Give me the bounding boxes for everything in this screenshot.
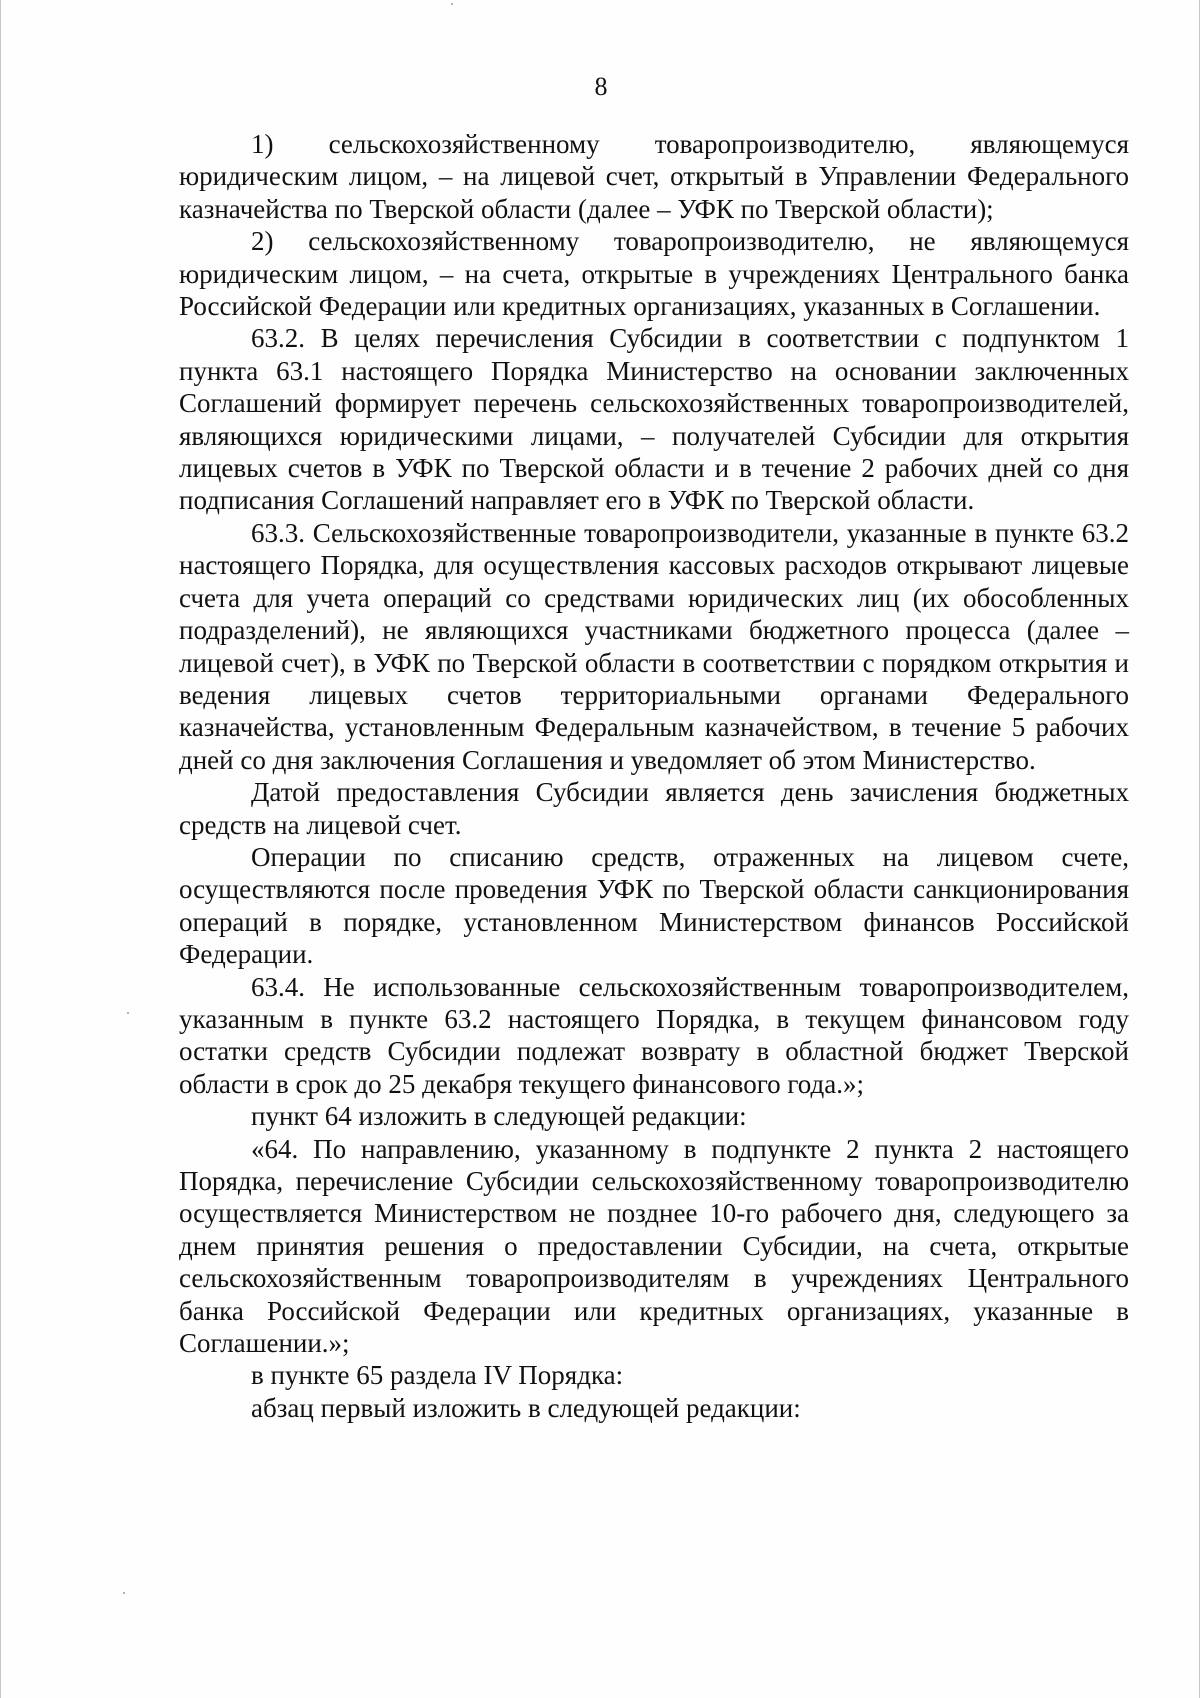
paragraph-clause-63-2: 63.2. В целях перечисления Субсидии в соответствии с подпунктом 1 пункта 63.1 настоящего Порядка Министерство на основании заключенных Соглашений формирует перечень сельскохозяйственных товаропроизводителей, являющихся юридическими лицами, – получателей Субсидии для открытия лицевых счетов в УФК по Тверской области и в течение 2 рабочих дней со дня подписания Соглашений направляет его в УФК по Тверской области. [179,323,1129,516]
paragraph-write-off-operations: Операции по списанию средств, отраженных на лицевом счете, осуществляются после проведения УФК по Тверской области санкционирования операций в порядке, установленном Министерством финансов Российской Федерации. [179,841,1129,970]
scan-speck [123,1592,125,1594]
paragraph-clause-63-4: 63.4. Не использованные сельскохозяйственным товаропроизводителем, указанным в пункте 63.2 настоящего Порядка, в текущем финансовом году остатки средств Субсидии подлежат возврату в областной бюджет Тверской области в срок до 25 декабря текущего финансового года.»; [179,971,1129,1099]
paragraph-subitem-2: 2) сельскохозяйственному товаропроизводителю, не являющемуся юридическим лицом, – на счета, открытые в учреждениях Центрального банка Российской Федерации или кредитных организациях, указанных в Соглашении. [179,226,1129,322]
paragraph-clause-63-3: 63.3. Сельскохозяйственные товаропроизводители, указанные в пункте 63.2 настоящего Порядка, для осуществления кассовых расходов открывают лицевые счета для учета операций со средствами юридических лиц (их обособленных подразделений), не являющихся участниками бюджетного процесса (далее – лицевой счет), в УФК по Тверской области в соответствии с порядком открытия и ведения лицевых счетов территориальными органами Федерального казначейства, установленным Федеральным казначейством, в течение 5 рабочих дней со дня заключения Соглашения и уведомляет об этом Министерство. [179,517,1129,775]
scan-speck [451,3,453,5]
paragraph-subitem-1: 1) сельскохозяйственному товаропроизводителю, являющемуся юридическим лицом, – на лицевой счет, открытый в Управлении Федерального казначейства по Тверской области (далее – УФК по Тверской области); [179,129,1129,224]
scan-speck [127,1012,129,1014]
paragraph-first-abzac-intro: абзац первый изложить в следующей редакции: [251,1392,801,1423]
paragraph-clause-64-intro: пункт 64 изложить в следующей редакции: [251,1101,747,1132]
paragraph-subsidy-date: Датой предоставления Субсидии является день зачисления бюджетных средств на лицевой счет. [179,777,1129,840]
document-body [179,128,1129,1424]
page-number: 8 [594,72,608,101]
paragraph-clause-64: «64. По направлению, указанному в подпункте 2 пункта 2 настоящего Порядка, перечисление Субсидии сельскохозяйственному товаропроизводителю осуществляется Министерством не позднее 10-го рабочего дня, следующего за днем принятия решения о предоставлении Субсидии, на счета, открытые сельскохозяйственным товаропроизводителям в учреждениях Центрального банка Российской Федерации или кредитных организациях, указанные в Соглашении.»; [179,1133,1129,1359]
paragraph-clause-65-intro: в пункте 65 раздела IV Порядка: [251,1360,624,1391]
